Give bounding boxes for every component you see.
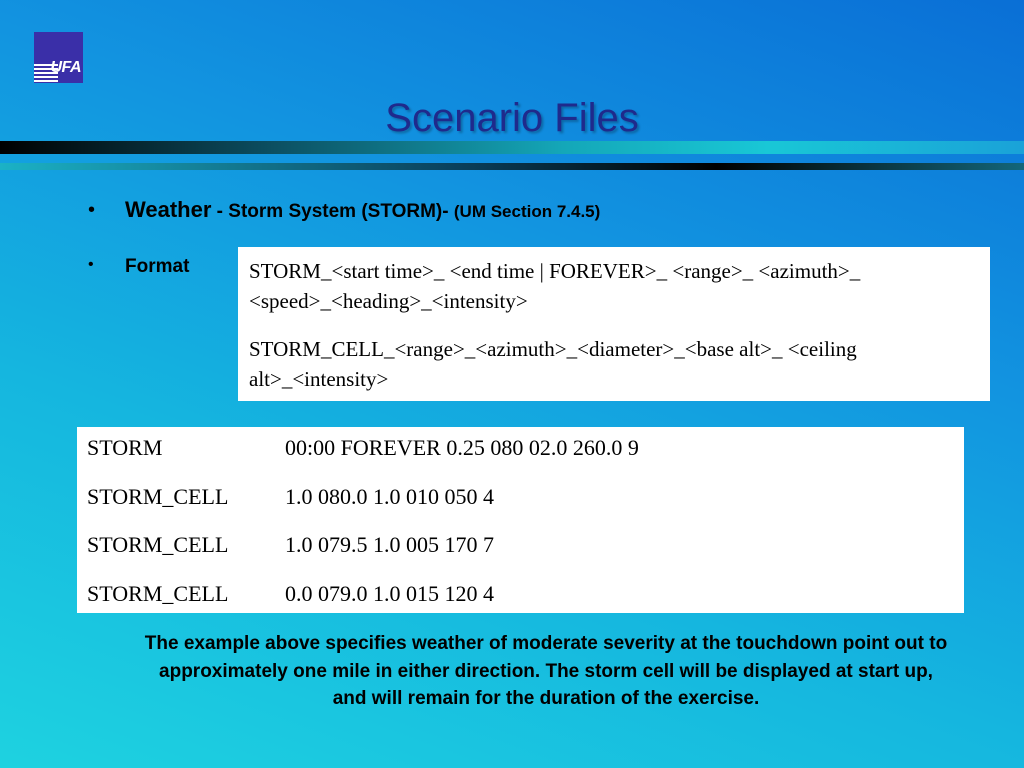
example-box [77, 427, 964, 613]
example-row-value: 00:00 FOREVER 0.25 080 02.0 260.0 9 [285, 435, 639, 460]
slide-title: Scenario Files [385, 96, 639, 140]
example-row-key: STORM_CELL [87, 580, 229, 606]
bullet-weather-text [125, 197, 600, 223]
format-storm-line: STORM_<start time>_ <end time | FOREVER>_ <range>_ <azimuth>_ <speed>_<heading>_<intensity> [249, 259, 861, 313]
example-row [77, 578, 964, 627]
logo-text: UFA [50, 59, 81, 76]
example-row [77, 529, 964, 578]
bullet-marker: • [88, 199, 96, 221]
format-box [238, 247, 990, 401]
title-divider-bar [0, 141, 1024, 154]
um-section-ref: (UM Section 7.4.5) [453, 202, 601, 221]
storm-system-label: - Storm System (STORM)- [211, 201, 454, 222]
example-row-value: 1.0 079.5 1.0 005 170 7 [285, 532, 494, 557]
format-storm-cell-line: STORM_CELL_<range>_<azimuth>_<diameter>_<base alt>_ <ceiling alt>_<intensity> [249, 337, 857, 391]
example-row-key: STORM_CELL [87, 483, 229, 509]
format-label: Format [125, 256, 190, 277]
example-row-value: 1.0 080.0 1.0 010 050 4 [285, 483, 494, 509]
bullet-marker: • [88, 256, 94, 273]
weather-label: Weather [125, 197, 212, 222]
example-row-value: 0.0 079.0 1.0 015 120 4 [285, 580, 494, 606]
ufa-logo [34, 32, 83, 83]
example-row [77, 481, 964, 530]
example-row [77, 432, 964, 481]
example-caption: The example above specifies weather of moderate severity at the touchdown point out to approximately one mile in either direction. The storm cell will be displayed at start up, and will remain for the duration of the exercise. [144, 633, 948, 709]
example-row-key: STORM [87, 435, 163, 460]
example-row-key: STORM_CELL [87, 532, 229, 557]
title-divider-thin-bar [0, 163, 1024, 170]
